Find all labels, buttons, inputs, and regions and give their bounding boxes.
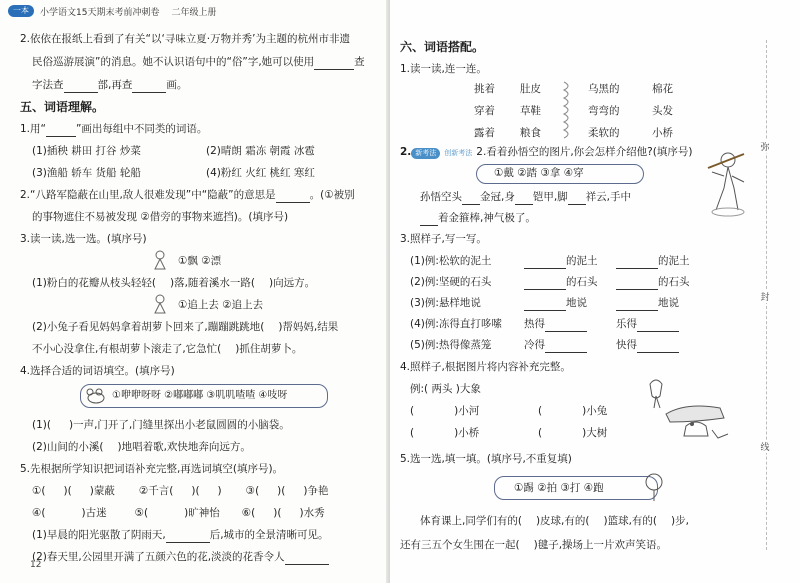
- answer-blank[interactable]: [616, 258, 658, 269]
- header-title: 小学语文15天期末考前冲刺卷: [40, 7, 160, 18]
- match-word[interactable]: 穿着: [474, 105, 495, 117]
- r-q4-item4: ( )大树: [538, 427, 608, 439]
- r-q1-prompt: 1.读一读,连一连。: [400, 63, 487, 75]
- r-q2-s1: 孙悟空头 金冠,身 铠甲,脚 祥云,手中: [420, 191, 632, 203]
- q1-row1a: (1)插秧 耕田 打谷 炒菜: [32, 145, 141, 157]
- answer-blank[interactable]: [285, 554, 329, 565]
- q2-line3: 字法查 部,再查 画。: [32, 79, 188, 91]
- right-page: [390, 0, 800, 583]
- header-grade: 二年级上册: [171, 7, 217, 18]
- answer-blank[interactable]: [276, 192, 310, 203]
- q3-s2b: 不小心没拿住,有根胡萝卜滚走了,它急忙( )抓住胡萝卜。: [32, 343, 303, 355]
- q3-answer: 快得: [616, 338, 679, 353]
- match-word[interactable]: 露着: [474, 127, 495, 139]
- r-q4-item1: ( )小河: [410, 405, 480, 417]
- match-word[interactable]: 棉花: [652, 83, 673, 95]
- q1-row1b: (2)晴朗 霜冻 朝霞 冰雹: [206, 145, 315, 157]
- answer-blank[interactable]: [420, 215, 438, 226]
- q1-prompt: 1.用“ ”画出每组中不同类的词语。: [20, 123, 208, 135]
- q5-row2: ④( )古迷 ⑤( )旷神怡 ⑥( )( )水秀: [32, 507, 325, 519]
- reading-boy-icon: [152, 250, 168, 270]
- section-5-title: 五、词语理解。: [20, 100, 105, 114]
- seal-label-3: 线: [757, 440, 773, 453]
- animals-illustration: [636, 374, 732, 444]
- q3-example: (2)例:坚硬的石头: [410, 276, 492, 288]
- q3-answer: 的泥土: [616, 254, 690, 269]
- q4-options: ①咿咿呀呀 ②嘟嘟嘟 ③叽叽喳喳 ④吱呀: [112, 390, 288, 401]
- q3-options-2: ①追上去 ②追上去: [178, 299, 264, 311]
- q3-answer: 地说: [616, 296, 679, 311]
- q2-line2: 民俗巡游展演”的消息。她不认识语句中的“俗”字,她可以使用 查: [32, 56, 365, 68]
- q4-s2: (2)山间的小溪( )地唱着歌,欢快地奔向远方。: [32, 441, 251, 453]
- match-word[interactable]: 肚皮: [520, 83, 541, 95]
- q3-example: (4)例:冻得直打哆嗦: [410, 318, 502, 330]
- r-q4-example: 例:( 两头 )大象: [410, 383, 481, 395]
- balloon-icon: [644, 472, 664, 502]
- monkey-king-illustration: [706, 148, 746, 218]
- match-word[interactable]: 弯弯的: [588, 105, 620, 117]
- answer-blank[interactable]: [515, 194, 533, 205]
- seal-label-1: 弥: [757, 140, 773, 153]
- match-word[interactable]: 小桥: [652, 127, 673, 139]
- q3-example: (5)例:热得像蒸笼: [410, 339, 492, 351]
- q3-example: (3)例:悬样地说: [410, 297, 481, 309]
- answer-blank[interactable]: [524, 279, 566, 290]
- q5-s2: (2)春天里,公园里开满了五颜六色的花,淡淡的花香令人: [32, 550, 329, 565]
- q3-answer: 的石头: [616, 275, 690, 290]
- r-q3-prompt: 3.照样子,写一写。: [400, 233, 487, 245]
- match-word[interactable]: 柔软的: [588, 127, 620, 139]
- answer-blank[interactable]: [524, 258, 566, 269]
- q5-s1: (1)早晨的阳光驱散了阴雨天, 后,城市的全景清晰可见。: [32, 529, 329, 541]
- q3-answer: 乐得: [616, 317, 679, 332]
- answer-blank[interactable]: [132, 82, 166, 93]
- r-q5-options: ①踢 ②拍 ③打 ④跑: [514, 482, 604, 494]
- answer-blank[interactable]: [64, 82, 98, 93]
- r-q5-s1: 体育课上,同学们有的( )皮球,有的( )篮球,有的( )步,: [420, 515, 689, 527]
- page-number: 12: [30, 560, 42, 570]
- match-word[interactable]: 头发: [652, 105, 673, 117]
- answer-blank[interactable]: [314, 59, 354, 70]
- r-q4-prompt: 4.照样子,根据图片将内容补充完整。: [400, 361, 571, 373]
- q1-row2b: (4)粉红 火红 桃红 寒红: [206, 167, 315, 179]
- mouse-icon: [84, 387, 108, 405]
- q3-s1: (1)粉白的花瓣从枝头轻轻( )落,随着溪水一路( )向远方。: [32, 277, 316, 289]
- match-word[interactable]: 乌黑的: [588, 83, 620, 95]
- q3-answer: 地说: [524, 296, 587, 311]
- r-q2-options: ①戴 ②踏 ③拿 ④穿: [494, 167, 584, 179]
- r-q4-item2: ( )小兔: [538, 405, 608, 417]
- answer-blank[interactable]: [524, 300, 566, 311]
- answer-blank[interactable]: [166, 532, 210, 543]
- q3-answer: 冷得: [524, 338, 587, 353]
- q1-row2a: (3)渔船 轿车 货船 轮船: [32, 167, 141, 179]
- match-word[interactable]: 粮食: [520, 127, 541, 139]
- section-6-title: 六、词语搭配。: [400, 40, 485, 54]
- answer-blank[interactable]: [545, 342, 587, 353]
- left-page: [0, 0, 390, 583]
- r-q4-item3: ( )小桥: [410, 427, 480, 439]
- r-q2-prompt: 2. 新考法 创新考法 2.看着孙悟空的图片,你会怎样介绍他?(填序号): [400, 146, 693, 158]
- answer-blank[interactable]: [568, 194, 586, 205]
- q3-answer: 的石头: [524, 275, 598, 290]
- r-q2-s2: 着金箍棒,神气极了。: [420, 211, 536, 226]
- answer-blank[interactable]: [616, 300, 658, 311]
- page-header: [8, 3, 216, 19]
- r-q5-prompt: 5.选一选,填一填。(填序号,不重复填): [400, 453, 572, 465]
- connector-squiggle: [560, 80, 576, 140]
- q3-example: (1)例:松软的泥土: [410, 255, 492, 267]
- q4-prompt: 4.选择合适的词语填空。(填序号): [20, 365, 175, 377]
- answer-blank[interactable]: [462, 194, 480, 205]
- q5-prompt: 5.先根据所学知识把词语补充完整,再选词填空(填序号)。: [20, 463, 284, 475]
- match-word[interactable]: 挑着: [474, 83, 495, 95]
- reading-boy-icon: [152, 294, 168, 314]
- answer-blank[interactable]: [545, 321, 587, 332]
- q2-line1: 2.依依在报纸上看到了有关“以‘寻味立夏·万物并秀’为主题的杭州市非遗: [20, 33, 350, 45]
- seal-label-2: 封: [757, 290, 773, 303]
- q3-options-1: ①飘 ②漂: [178, 255, 222, 267]
- brand-logo: 一本: [8, 5, 34, 17]
- q3-answer: 热得: [524, 317, 587, 332]
- match-word[interactable]: 草鞋: [520, 105, 541, 117]
- q2b-line2: 的事物遮住不易被发现 ②借旁的事物来遮挡)。(填序号): [32, 211, 289, 223]
- answer-blank[interactable]: [637, 342, 679, 353]
- new-method-badge: 新考法: [411, 148, 440, 159]
- q3-s2a: (2)小兔子看见妈妈拿着胡萝卜回来了,蹦蹦跳跳地( )帮妈妈,结果: [32, 321, 339, 333]
- q3-answer: 的泥土: [524, 254, 598, 269]
- answer-blank[interactable]: [616, 279, 658, 290]
- q5-row1: ①( )( )蒙蔽 ②千言( )( ) ③( )( )争艳: [32, 485, 329, 497]
- q4-s1: (1)( )一声,门开了,门缝里探出小老鼠圆圆的小脑袋。: [32, 419, 290, 431]
- answer-blank[interactable]: [637, 321, 679, 332]
- q3-prompt: 3.读一读,选一选。(填序号): [20, 233, 147, 245]
- r-q5-s2: 还有三五个女生围在一起( )毽子,操场上一片欢声笑语。: [400, 539, 668, 551]
- q2b-line1: 2.“八路军隐蔽在山里,敌人很难发现”中“隐蔽”的意思是 。(①被别: [20, 189, 355, 201]
